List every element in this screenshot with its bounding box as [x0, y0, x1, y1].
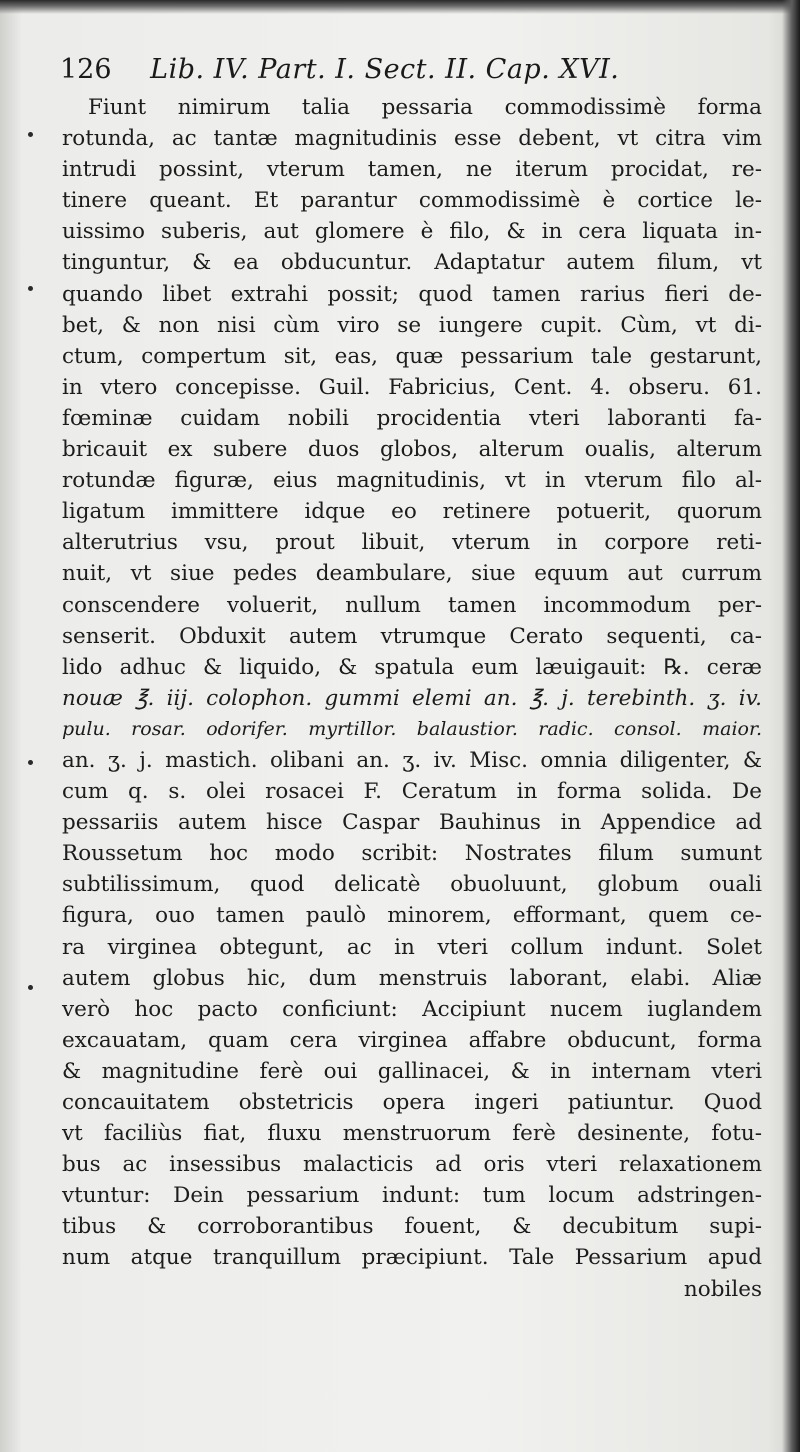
text-line: ra virginea obtegunt, ac in vteri collum indunt. Solet	[62, 934, 762, 960]
text-line: bricauit ex subere duos globos, alterum oualis, alterum	[62, 437, 762, 463]
text-line: vtuntur: Dein pessarium indunt: tum locum adstringen-	[62, 1183, 762, 1209]
text-line: concauitatem obstetricis opera ingeri patiuntur. Quod	[62, 1090, 762, 1115]
text-line: in vtero concepisse. Guil. Fabricius, Cent. 4. obseru. 61.	[62, 374, 762, 400]
margin-mark	[28, 760, 33, 765]
text-line: rotundæ figuræ, eius magnitudinis, vt in vterum filo al-	[62, 468, 762, 494]
text-line: rotunda, ac tantæ magnitudinis esse debent, vt citra vim	[62, 126, 762, 152]
body-text	[62, 92, 762, 1305]
text-line: vt faciliùs fiat, fluxu menstruorum ferè desinente, fotu-	[62, 1121, 762, 1147]
text-line: bus ac insessibus malacticis ad oris vteri relaxationem	[62, 1152, 762, 1178]
page-binding-edge	[782, 0, 800, 1452]
text-line: ctum, compertum sit, eas, quæ pessarium tale gestarunt,	[62, 343, 762, 369]
text-line: tinguntur, & ea obducuntur. Adaptatur autem filum, vt	[62, 250, 762, 276]
text-line: an. ʒ. j. mastich. olibani an. ʒ. iv. Misc. omnia diligenter, &	[62, 747, 762, 773]
catchword: nobiles	[683, 1276, 762, 1302]
text-line: ligatum immittere idque eo retinere potuerit, quorum	[62, 499, 762, 525]
text-line: Fiunt nimirum talia pessaria commodissimè forma	[88, 95, 762, 120]
running-title: Lib. IV. Part. I. Sect. II. Cap. XVI.	[150, 54, 620, 85]
text-line: conscendere voluerit, nullum tamen incommodum per-	[62, 592, 762, 618]
text-line: senserit. Obduxit autem vtrumque Cerato sequenti, ca-	[62, 623, 762, 649]
page-top-shadow	[0, 0, 800, 14]
page-number: 126	[60, 54, 112, 85]
text-line: autem globus hic, dum menstruis laborant, elabi. Aliæ	[62, 965, 762, 991]
text-line: tibus & corroborantibus fouent, & decubitum supi-	[62, 1214, 762, 1240]
text-line: uissimo suberis, aut glomere è filo, & in cera liquata in-	[62, 219, 762, 245]
text-line: quando libet extrahi possit; quod tamen rarius fieri de-	[62, 281, 762, 307]
margin-mark	[28, 286, 33, 291]
text-line: fœminæ cuidam nobili procidentia vteri laboranti fa-	[62, 405, 762, 431]
text-line: num atque tranquillum præcipiunt. Tale Pessarium apud	[62, 1245, 762, 1271]
text-line: verò hoc pacto conficiunt: Accipiunt nucem iuglandem	[62, 996, 762, 1022]
text-line: lido adhuc & liquido, & spatula eum læuigauit: ℞. ceræ	[62, 654, 762, 680]
margin-mark	[28, 985, 33, 990]
text-line: pessariis autem hisce Caspar Bauhinus in Appendice ad	[62, 810, 762, 836]
text-line: intrudi possint, vterum tamen, ne iterum procidat, re-	[62, 157, 762, 183]
text-line: subtilissimum, quod delicatè obuoluunt, globum ouali	[62, 872, 762, 898]
text-line: Roussetum hoc modo scribit: Nostrates filum sumunt	[62, 841, 762, 867]
text-line: figura, ouo tamen paulò minorem, efformant, quem ce-	[62, 903, 762, 929]
text-line: tinere queant. Et parantur commodissimè è cortice le-	[62, 188, 762, 214]
running-head	[60, 54, 760, 94]
text-line: alterutrius vsu, prout libuit, vterum in corpore reti-	[62, 530, 762, 556]
text-line: cum q. s. olei rosacei F. Ceratum in forma solida. De	[62, 779, 762, 805]
margin-mark	[28, 132, 33, 137]
text-line: excauatam, quam cera virginea affabre obducunt, forma	[62, 1027, 762, 1053]
text-line: bet, & non nisi cùm viro se iungere cupit. Cùm, vt di-	[62, 312, 762, 338]
text-line: pulu. rosar. odorifer. myrtillor. balaustior. radic. consol. maior.	[62, 717, 762, 740]
text-line: & magnitudine ferè oui gallinacei, & in internam vteri	[62, 1058, 762, 1084]
text-line: nouæ ℥. iij. colophon. gummi elemi an. ℥. j. terebinth. ʒ. iv.	[62, 685, 762, 711]
text-line: nuit, vt siue pedes deambulare, siue equum aut currum	[62, 561, 762, 587]
